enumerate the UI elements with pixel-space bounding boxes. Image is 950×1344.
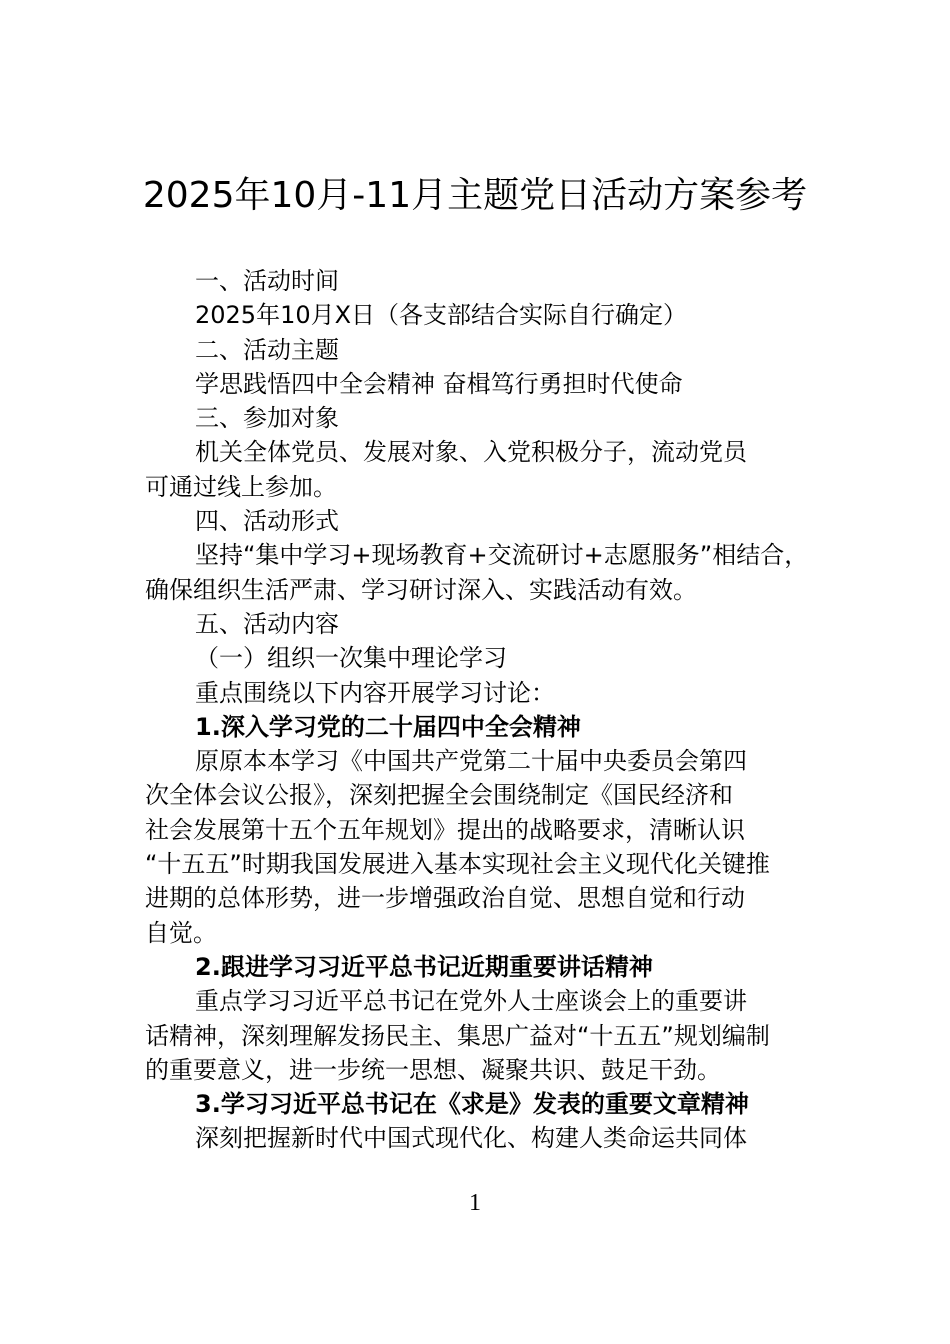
paragraph-line: 社会发展第十五个五年规划》提出的战略要求，清晰认识 xyxy=(145,815,745,844)
paragraph-line: 机关全体党员、发展对象、入党积极分子，流动党员 xyxy=(195,438,747,467)
paragraph-line: 原原本本学习《中国共产党第二十届中央委员会第四 xyxy=(195,747,747,776)
paragraph-line: 二、活动主题 xyxy=(195,335,339,364)
paragraph-line: 三、参加对象 xyxy=(195,404,339,433)
paragraph-line: 一、活动时间 xyxy=(195,267,339,295)
section-heading-line: 2.跟进学习习近平总书记近期重要讲话精神 xyxy=(195,952,653,981)
paragraph-line: （一）组织一次集中理论学习 xyxy=(195,644,507,673)
section-heading-line: 3.学习习近平总书记在《求是》发表的重要文章精神 xyxy=(195,1090,749,1119)
paragraph-line: 自觉。 xyxy=(145,918,217,947)
paragraph-line: 2025年10月X日（各支部结合实际自行确定） xyxy=(195,301,688,330)
paragraph-line: 可通过线上参加。 xyxy=(145,472,337,501)
paragraph-line: 五、活动内容 xyxy=(195,609,339,638)
paragraph-line: 的重要意义，进一步统一思想、凝聚共识、鼓足干劲。 xyxy=(145,1055,721,1084)
paragraph-line: 话精神，深刻理解发扬民主、集思广益对“十五五”规划编制 xyxy=(145,1021,770,1050)
page-number: 1 xyxy=(469,1190,481,1216)
section-heading-line: 1.深入学习党的二十届四中全会精神 xyxy=(195,712,581,741)
paragraph-line: 深刻把握新时代中国式现代化、构建人类命运共同体 xyxy=(195,1124,747,1153)
paragraph-line: 学思践悟四中全会精神 奋楫笃行勇担时代使命 xyxy=(195,369,683,398)
paragraph-line: 重点学习习近平总书记在党外人士座谈会上的重要讲 xyxy=(195,987,747,1016)
paragraph-line: 进期的总体形势，进一步增强政治自觉、思想自觉和行动 xyxy=(145,884,745,913)
document-title: 2025年10月-11月主题党日活动方案参考 xyxy=(142,175,808,216)
paragraph-line: “十五五”时期我国发展进入基本实现社会主义现代化关键推 xyxy=(145,850,770,879)
paragraph-line: 四、活动形式 xyxy=(195,507,339,536)
document-body xyxy=(145,264,825,1156)
paragraph-line: 次全体会议公报》，深刻把握全会围绕制定《国民经济和 xyxy=(145,781,733,810)
paragraph-line: 确保组织生活严肃、学习研讨深入、实践活动有效。 xyxy=(145,575,697,604)
paragraph-line: 坚持“集中学习+现场教育+交流研讨+志愿服务”相结合， xyxy=(195,541,809,570)
paragraph-line: 重点围绕以下内容开展学习讨论： xyxy=(195,678,555,707)
